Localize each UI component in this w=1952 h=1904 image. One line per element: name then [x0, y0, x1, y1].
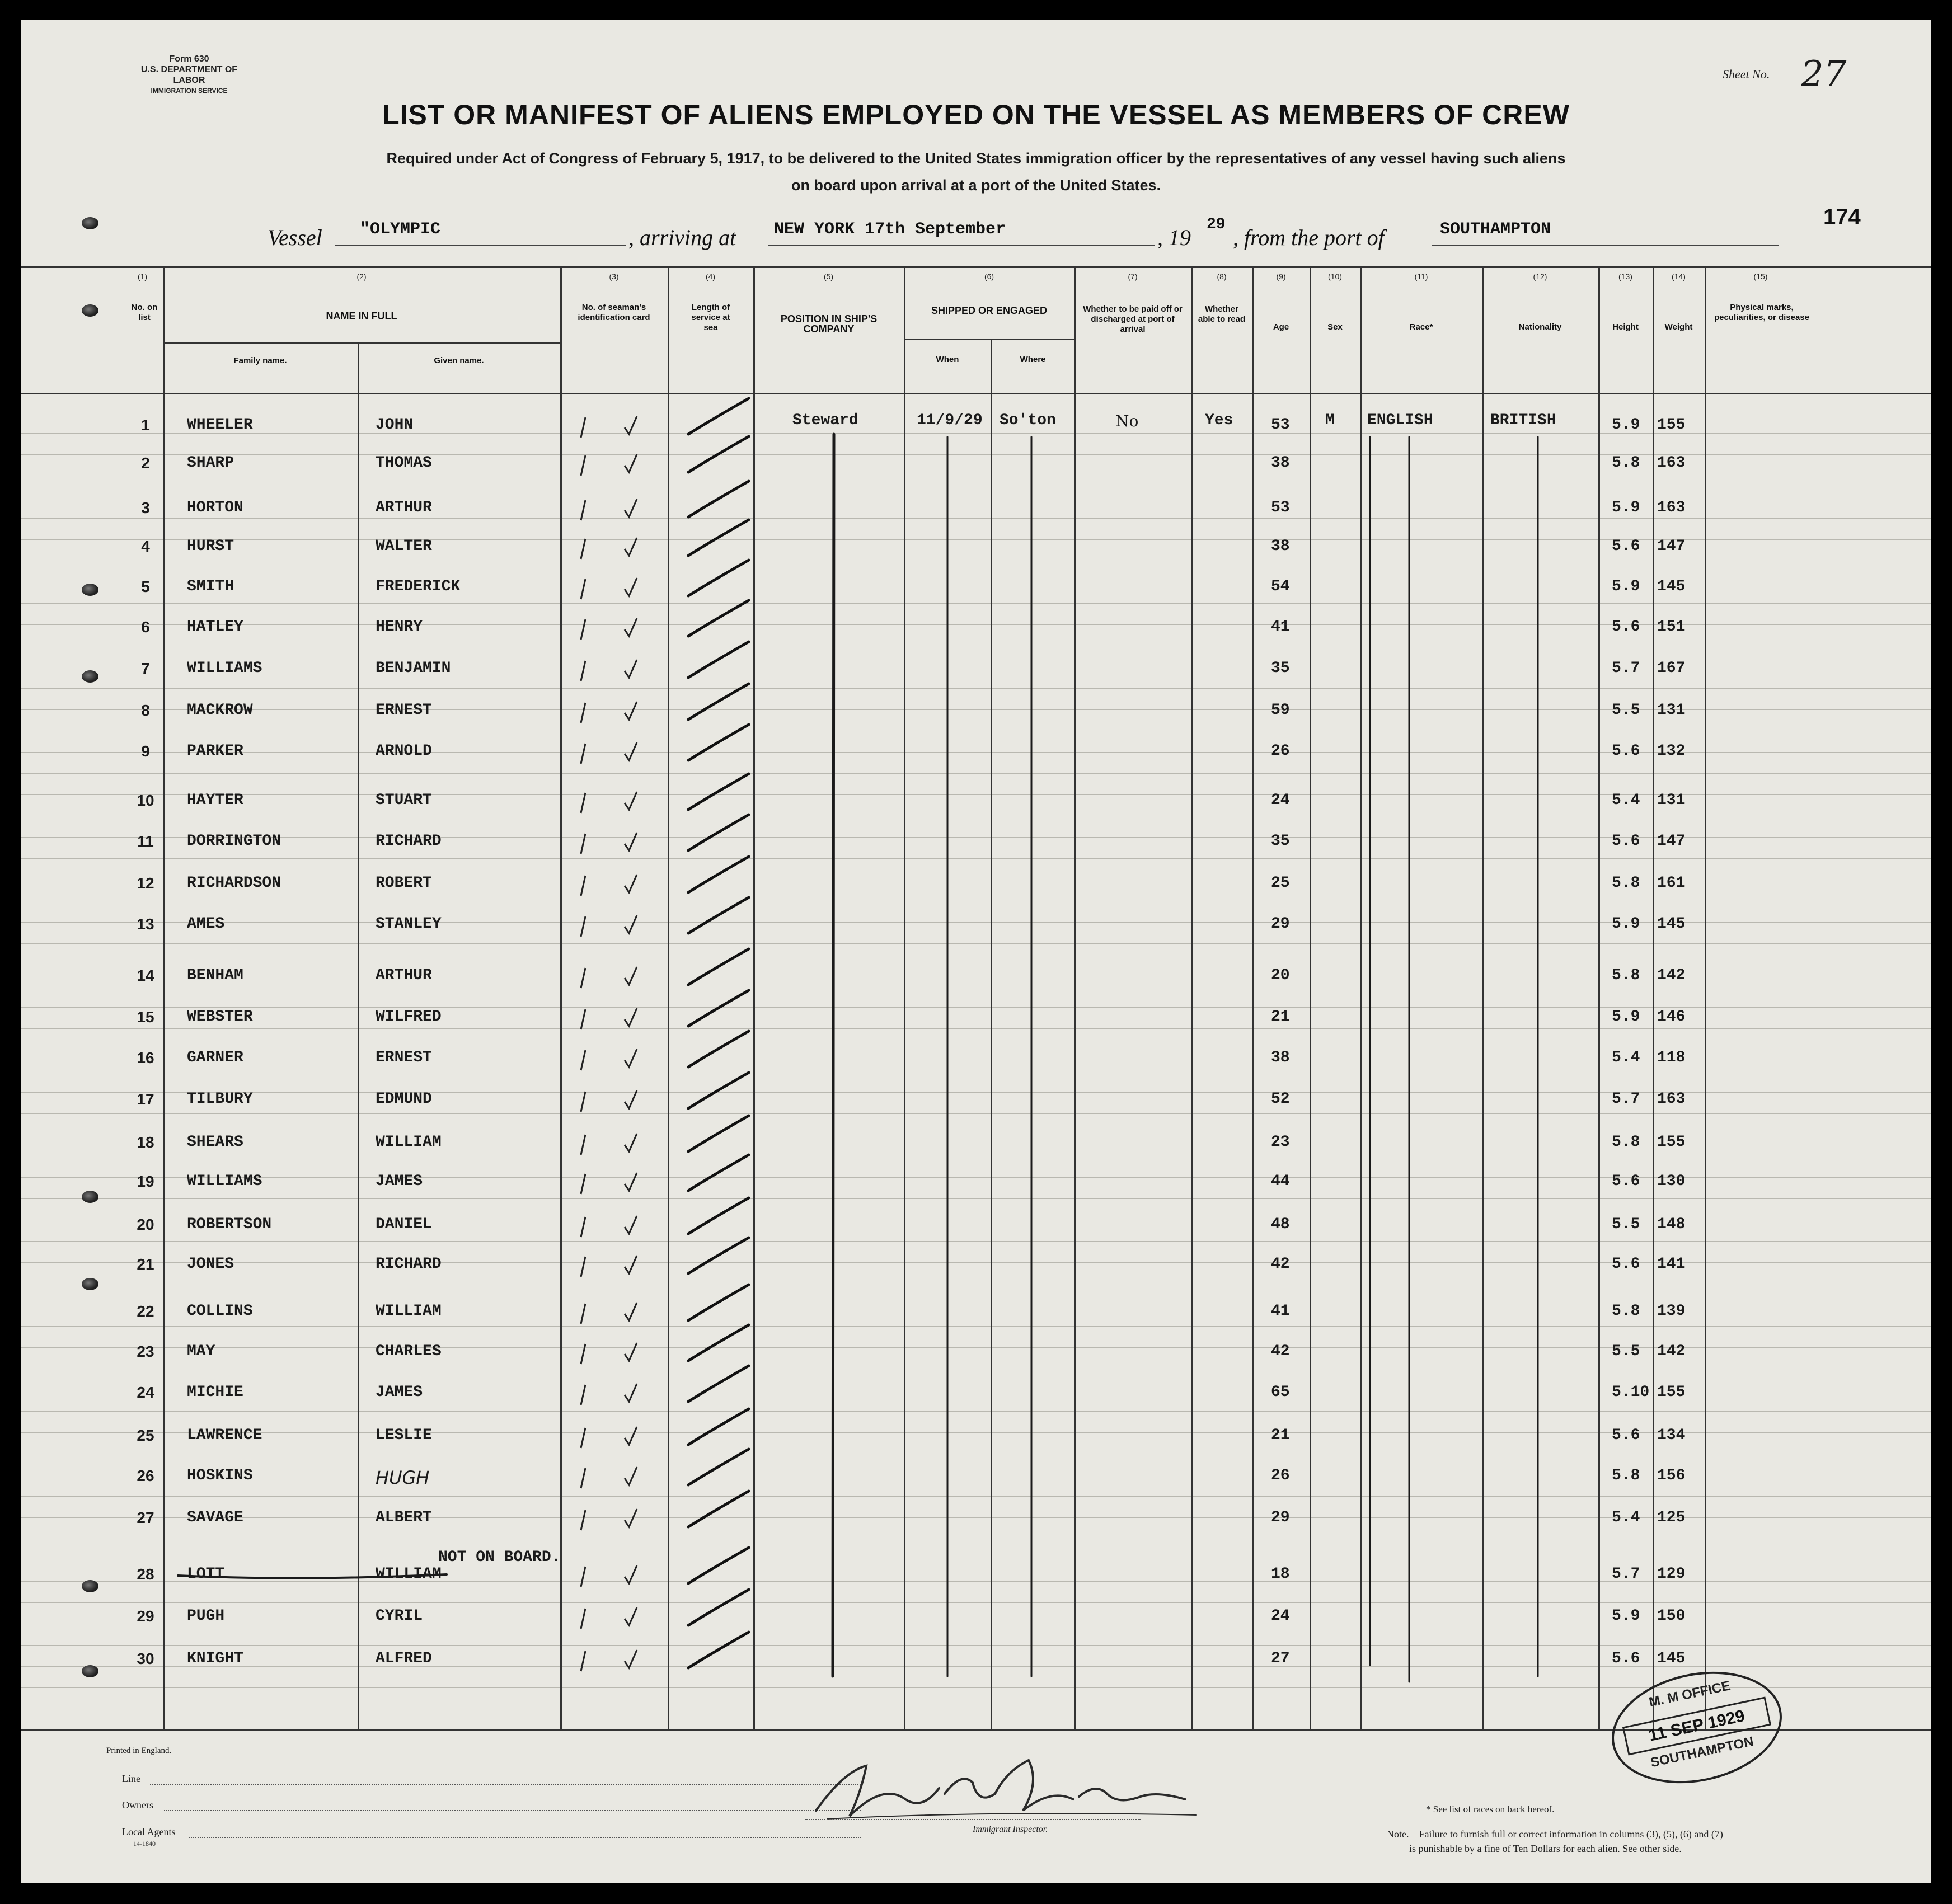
row-19-family: WILLIAMS — [187, 1173, 262, 1190]
colnum-15: (15) — [1753, 272, 1768, 281]
row-2-given: THOMAS — [376, 454, 432, 472]
colnum-6: (6) — [984, 272, 994, 281]
row-14-weight: 142 — [1657, 967, 1686, 984]
header-able-read: Whether able to read — [1198, 304, 1246, 324]
row-14-age: 20 — [1271, 967, 1290, 984]
row-10-weight: 131 — [1657, 792, 1686, 809]
row-26-no: 26 — [137, 1467, 154, 1484]
row-29-height: 5.9 — [1612, 1607, 1640, 1625]
row-13-given: STANLEY — [376, 915, 442, 933]
row-4-given: WALTER — [376, 538, 432, 555]
row-7-age: 35 — [1271, 660, 1290, 677]
owners-dotted — [164, 1810, 861, 1812]
row-19-given: JAMES — [376, 1173, 423, 1190]
row-1-family: WHEELER — [187, 416, 253, 434]
row-5-height: 5.9 — [1612, 578, 1640, 595]
row-1-given: JOHN — [376, 416, 414, 434]
row-26-age: 26 — [1271, 1467, 1290, 1484]
header-nationality: Nationality — [1518, 322, 1562, 332]
department-name: U.S. DEPARTMENT OF LABOR — [140, 65, 238, 85]
row-21-weight: 141 — [1657, 1256, 1686, 1273]
inspector-label: Immigrant Inspector. — [973, 1825, 1048, 1834]
row-3-family: HORTON — [187, 499, 243, 516]
row-15-family: WEBSTER — [187, 1008, 253, 1026]
row-23-given: CHARLES — [376, 1343, 442, 1360]
row-8-given: ERNEST — [376, 702, 432, 719]
row-19-age: 44 — [1271, 1173, 1290, 1190]
row-17-family: TILBURY — [187, 1090, 253, 1108]
colnum-7: (7) — [1128, 272, 1138, 281]
row-4-weight: 147 — [1657, 538, 1686, 555]
row-21-family: JONES — [187, 1256, 234, 1273]
binder-hole — [82, 1665, 98, 1677]
row-8-weight: 131 — [1657, 702, 1686, 719]
row-20-no: 20 — [137, 1216, 154, 1233]
row-7-no: 7 — [141, 660, 150, 677]
row-16-family: GARNER — [187, 1049, 243, 1066]
sheet-number: 27 — [1801, 54, 1847, 95]
row-3-height: 5.9 — [1612, 499, 1640, 516]
row-27-age: 29 — [1271, 1509, 1290, 1526]
year-prefix: , 19 — [1157, 225, 1191, 250]
row-22-given: WILLIAM — [376, 1303, 442, 1320]
races-note: * See list of races on back hereof. — [1426, 1804, 1555, 1814]
row-9-weight: 132 — [1657, 742, 1686, 760]
header-race: Race* — [1409, 322, 1433, 332]
row-6-no: 6 — [141, 618, 150, 636]
colnum-4: (4) — [705, 272, 716, 281]
row-9-given: ARNOLD — [376, 742, 432, 760]
row-25-height: 5.6 — [1612, 1427, 1640, 1444]
row-12-age: 25 — [1271, 875, 1290, 892]
row-6-age: 41 — [1271, 618, 1290, 636]
row-18-no: 18 — [137, 1134, 154, 1151]
row-7-family: WILLIAMS — [187, 660, 262, 677]
header-sex: Sex — [1327, 322, 1343, 332]
colnum-1: (1) — [137, 272, 148, 281]
binder-hole — [82, 1278, 98, 1290]
row-24-no: 24 — [137, 1384, 154, 1401]
row-17-given: EDMUND — [376, 1090, 432, 1108]
row-1-age: 53 — [1271, 416, 1290, 434]
row-12-no: 12 — [137, 875, 154, 892]
row-23-no: 23 — [137, 1343, 154, 1360]
row-24-height: 5.10 — [1612, 1384, 1650, 1401]
colnum-2: (2) — [356, 272, 367, 281]
row-15-no: 15 — [137, 1008, 154, 1026]
row-27-no: 27 — [137, 1509, 154, 1526]
row-22-age: 41 — [1271, 1303, 1290, 1320]
row-13-no: 13 — [137, 915, 154, 933]
header-when: When — [936, 355, 959, 364]
colnum-3: (3) — [609, 272, 619, 281]
row-16-no: 16 — [137, 1049, 154, 1066]
row-11-weight: 147 — [1657, 833, 1686, 850]
header-paid-off: Whether to be paid off or discharged at port of arrival — [1083, 304, 1183, 334]
row-3-age: 53 — [1271, 499, 1290, 516]
service-name: IMMIGRATION SERVICE — [151, 87, 228, 95]
row-5-family: SMITH — [187, 578, 234, 595]
header-where: Where — [1020, 355, 1046, 364]
agents-label: Local Agents — [122, 1826, 176, 1837]
row-7-given: BENJAMIN — [376, 660, 451, 677]
row-28-age: 18 — [1271, 1565, 1290, 1583]
row-22-weight: 139 — [1657, 1303, 1686, 1320]
row-16-given: ERNEST — [376, 1049, 432, 1066]
row-17-weight: 163 — [1657, 1090, 1686, 1108]
row-27-weight: 125 — [1657, 1509, 1686, 1526]
sheet-label: Sheet No. — [1723, 67, 1770, 81]
row-18-age: 23 — [1271, 1134, 1290, 1151]
row-23-family: MAY — [187, 1343, 215, 1360]
row-12-height: 5.8 — [1612, 875, 1640, 892]
row-1-race: ENGLISH — [1367, 412, 1433, 429]
colnum-9: (9) — [1276, 272, 1286, 281]
row-18-given: WILLIAM — [376, 1134, 442, 1151]
row-6-family: HATLEY — [187, 618, 243, 636]
row-7-height: 5.7 — [1612, 660, 1640, 677]
stamp-bottom-text: SOUTHAMPTON — [1649, 1733, 1755, 1771]
vessel-name: "OLYMPIC — [360, 220, 441, 239]
note-line-1: Note.—Failure to furnish full or correct information in columns (3), (5), (6) and (7) — [1387, 1828, 1723, 1840]
row-20-height: 5.5 — [1612, 1216, 1640, 1233]
row-1-paid-off: No — [1115, 412, 1139, 430]
header-age: Age — [1273, 322, 1289, 332]
row-29-family: PUGH — [187, 1607, 225, 1625]
row-22-height: 5.8 — [1612, 1303, 1640, 1320]
row-1-weight: 155 — [1657, 416, 1686, 434]
row-14-no: 14 — [137, 967, 154, 984]
row-25-no: 25 — [137, 1427, 154, 1444]
header-family-name: Family name. — [233, 356, 287, 365]
printed-in: Printed in England. — [106, 1746, 172, 1755]
manifest-sheet — [21, 20, 1931, 1883]
row-26-height: 5.8 — [1612, 1467, 1640, 1484]
row-4-height: 5.6 — [1612, 538, 1640, 555]
row-12-weight: 161 — [1657, 875, 1686, 892]
colnum-5: (5) — [823, 272, 834, 281]
row-14-family: BENHAM — [187, 967, 243, 984]
row-2-check-marks — [559, 432, 760, 482]
header-weight: Weight — [1664, 322, 1693, 332]
row-25-weight: 134 — [1657, 1427, 1686, 1444]
header-given-name: Given name. — [434, 356, 484, 365]
binder-hole — [82, 1191, 98, 1203]
row-30-no: 30 — [137, 1650, 154, 1667]
row-11-no: 11 — [137, 833, 154, 850]
row-8-family: MACKROW — [187, 702, 253, 719]
row-23-weight: 142 — [1657, 1343, 1686, 1360]
from-port-label: , from the port of — [1233, 225, 1385, 250]
row-13-family: AMES — [187, 915, 225, 933]
row-5-age: 54 — [1271, 578, 1290, 595]
row-12-family: RICHARDSON — [187, 875, 281, 892]
colnum-11: (11) — [1414, 272, 1428, 281]
vessel-label: Vessel — [268, 225, 322, 250]
row-13-age: 29 — [1271, 915, 1290, 933]
row-21-no: 21 — [137, 1256, 154, 1273]
row-27-family: SAVAGE — [187, 1509, 243, 1526]
page-number: 174 — [1823, 205, 1861, 229]
row-15-height: 5.9 — [1612, 1008, 1640, 1026]
row-5-weight: 145 — [1657, 578, 1686, 595]
row-28-family: LOTT — [187, 1565, 225, 1583]
row-8-height: 5.5 — [1612, 702, 1640, 719]
row-10-family: HAYTER — [187, 792, 243, 809]
row-1-able-read: Yes — [1205, 412, 1233, 429]
row-1-height: 5.9 — [1612, 416, 1640, 434]
row-4-family: HURST — [187, 538, 234, 555]
row-21-check-marks — [559, 1233, 760, 1284]
form-title: LIST OR MANIFEST OF ALIENS EMPLOYED ON THE VESSEL AS MEMBERS OF CREW — [382, 99, 1570, 130]
row-1-position: Steward — [792, 412, 858, 429]
row-11-age: 35 — [1271, 833, 1290, 850]
row-29-weight: 150 — [1657, 1607, 1686, 1625]
header-no-on-list: No. on list — [131, 303, 158, 322]
row-21-age: 42 — [1271, 1256, 1290, 1273]
colnum-13: (13) — [1618, 272, 1632, 281]
row-17-no: 17 — [137, 1090, 154, 1108]
row-20-given: DANIEL — [376, 1216, 432, 1233]
row-16-height: 5.4 — [1612, 1049, 1640, 1066]
row-1-where: So'ton — [1000, 412, 1056, 429]
row-13-check-marks — [559, 893, 760, 943]
arriving-label: , arriving at — [628, 225, 736, 250]
arriving-port-date: NEW YORK 17th September — [774, 220, 1006, 239]
row-29-no: 29 — [137, 1607, 154, 1625]
row-29-age: 24 — [1271, 1607, 1290, 1625]
row-18-weight: 155 — [1657, 1134, 1686, 1151]
row-3-given: ARTHUR — [376, 499, 432, 516]
binder-hole — [82, 584, 98, 596]
colnum-14: (14) — [1672, 272, 1686, 281]
row-11-family: DORRINGTON — [187, 833, 281, 850]
row-17-height: 5.7 — [1612, 1090, 1640, 1108]
row-16-age: 38 — [1271, 1049, 1290, 1066]
row-14-height: 5.8 — [1612, 967, 1640, 984]
row-22-family: COLLINS — [187, 1303, 253, 1320]
row-1-no: 1 — [141, 416, 150, 434]
row-6-given: HENRY — [376, 618, 423, 636]
row-2-age: 38 — [1271, 454, 1290, 472]
header-shipped: SHIPPED OR ENGAGED — [931, 305, 1048, 316]
row-25-given: LESLIE — [376, 1427, 432, 1444]
row-26-given: HUGH — [376, 1467, 430, 1488]
row-8-no: 8 — [141, 702, 150, 719]
row-6-height: 5.6 — [1612, 618, 1640, 636]
strike-row-28 — [178, 1574, 447, 1578]
row-2-height: 5.8 — [1612, 454, 1640, 472]
row-17-age: 52 — [1271, 1090, 1290, 1108]
row-14-given: ARTHUR — [376, 967, 432, 984]
row-27-check-marks — [559, 1487, 760, 1537]
row-5-no: 5 — [141, 578, 150, 595]
row-15-age: 21 — [1271, 1008, 1290, 1026]
row-30-given: ALFRED — [376, 1650, 432, 1667]
row-24-weight: 155 — [1657, 1384, 1686, 1401]
owners-label: Owners — [122, 1799, 153, 1811]
line-dotted — [150, 1784, 861, 1785]
row-24-age: 65 — [1271, 1384, 1290, 1401]
row-4-age: 38 — [1271, 538, 1290, 555]
row-20-family: ROBERTSON — [187, 1216, 272, 1233]
form-subtitle-2: on board upon arrival at a port of the United States. — [791, 177, 1161, 194]
colnum-8: (8) — [1217, 272, 1227, 281]
row-1-nationality: BRITISH — [1490, 412, 1556, 429]
colnum-10: (10) — [1328, 272, 1342, 281]
row-4-no: 4 — [141, 538, 150, 555]
row-20-weight: 148 — [1657, 1216, 1686, 1233]
row-9-check-marks — [559, 720, 760, 770]
ditto-line-position — [833, 434, 834, 1676]
agents-code: 14-1840 — [133, 1840, 156, 1847]
row-6-weight: 151 — [1657, 618, 1686, 636]
row-26-weight: 156 — [1657, 1467, 1686, 1484]
row-26-family: HOSKINS — [187, 1467, 253, 1484]
row-1-sex: M — [1325, 412, 1335, 429]
row-10-height: 5.4 — [1612, 792, 1640, 809]
note-line-2: is punishable by a fine of Ten Dollars for each alien. See other side. — [1409, 1843, 1682, 1854]
row-13-height: 5.9 — [1612, 915, 1640, 933]
row-27-height: 5.4 — [1612, 1509, 1640, 1526]
row-23-age: 42 — [1271, 1343, 1290, 1360]
row-29-given: CYRIL — [376, 1607, 423, 1625]
row-25-family: LAWRENCE — [187, 1427, 262, 1444]
row-1-when: 11/9/29 — [917, 412, 983, 429]
row-9-family: PARKER — [187, 742, 243, 760]
stamp-date: 11 SEP 1929 — [1622, 1696, 1771, 1755]
row-21-height: 5.6 — [1612, 1256, 1640, 1273]
row-20-age: 48 — [1271, 1216, 1290, 1233]
header-id-card: No. of seaman's identification card — [578, 303, 650, 322]
agents-dotted — [189, 1837, 861, 1839]
row-3-weight: 163 — [1657, 499, 1686, 516]
row-11-height: 5.6 — [1612, 833, 1640, 850]
header-height: Height — [1612, 322, 1639, 332]
row-19-weight: 130 — [1657, 1173, 1686, 1190]
binder-hole — [82, 304, 98, 317]
row-24-family: MICHIE — [187, 1384, 243, 1401]
inspector-dotted — [805, 1819, 1141, 1821]
row-25-age: 21 — [1271, 1427, 1290, 1444]
binder-hole — [82, 217, 98, 229]
stamp-top-text: M. M OFFICE — [1648, 1678, 1732, 1710]
row-30-check-marks — [559, 1628, 760, 1678]
row-30-family: KNIGHT — [187, 1650, 243, 1667]
form-number: Form 630 — [169, 54, 209, 64]
row-9-height: 5.6 — [1612, 742, 1640, 760]
row-30-height: 5.6 — [1612, 1650, 1640, 1667]
line-label: Line — [122, 1773, 140, 1784]
binder-hole — [82, 670, 98, 683]
row-2-no: 2 — [141, 454, 150, 472]
row-12-given: ROBERT — [376, 875, 432, 892]
binder-hole — [82, 1580, 98, 1592]
row-23-height: 5.5 — [1612, 1343, 1640, 1360]
row-13-weight: 145 — [1657, 915, 1686, 933]
handwriting-marks — [21, 20, 1931, 1883]
row-11-given: RICHARD — [376, 833, 442, 850]
row-30-age: 27 — [1271, 1650, 1290, 1667]
row-24-given: JAMES — [376, 1384, 423, 1401]
row-22-no: 22 — [137, 1303, 154, 1320]
row-2-weight: 163 — [1657, 454, 1686, 472]
row-28-given: WILLIAM — [376, 1565, 442, 1583]
row-5-given: FREDERICK — [376, 578, 461, 595]
row-2-family: SHARP — [187, 454, 234, 472]
row-21-given: RICHARD — [376, 1256, 442, 1273]
header-length-service: Length of service at sea — [691, 303, 730, 332]
row-10-no: 10 — [137, 792, 154, 809]
row-10-age: 24 — [1271, 792, 1290, 809]
departure-port: SOUTHAMPTON — [1440, 220, 1551, 239]
row-18-family: SHEARS — [187, 1134, 243, 1151]
row-30-weight: 145 — [1657, 1650, 1686, 1667]
year-value: 29 — [1207, 216, 1226, 233]
row-27-given: ALBERT — [376, 1509, 432, 1526]
row-8-age: 59 — [1271, 702, 1290, 719]
header-physical: Physical marks, peculiarities, or disease — [1714, 303, 1810, 322]
row-15-given: WILFRED — [376, 1008, 442, 1026]
header-position: POSITION IN SHIP'S COMPANY — [780, 313, 878, 335]
row-3-no: 3 — [141, 499, 150, 516]
row-9-no: 9 — [141, 742, 150, 760]
row-28-weight: 129 — [1657, 1565, 1686, 1583]
row-19-no: 19 — [137, 1173, 154, 1190]
row-16-weight: 118 — [1657, 1049, 1686, 1066]
row-7-weight: 167 — [1657, 660, 1686, 677]
colnum-12: (12) — [1533, 272, 1547, 281]
row-28-height: 5.7 — [1612, 1565, 1640, 1583]
row-15-weight: 146 — [1657, 1008, 1686, 1026]
row-28-note: NOT ON BOARD. — [438, 1549, 561, 1566]
row-28-no: 28 — [137, 1565, 154, 1583]
row-19-height: 5.6 — [1612, 1173, 1640, 1190]
form-subtitle-1: Required under Act of Congress of February 5, 1917, to be delivered to the United States immigration officer by the representatives of any vessel having such aliens — [386, 150, 1566, 167]
row-18-height: 5.8 — [1612, 1134, 1640, 1151]
row-9-age: 26 — [1271, 742, 1290, 760]
header-name-in-full: NAME IN FULL — [326, 311, 397, 322]
row-10-given: STUART — [376, 792, 432, 809]
